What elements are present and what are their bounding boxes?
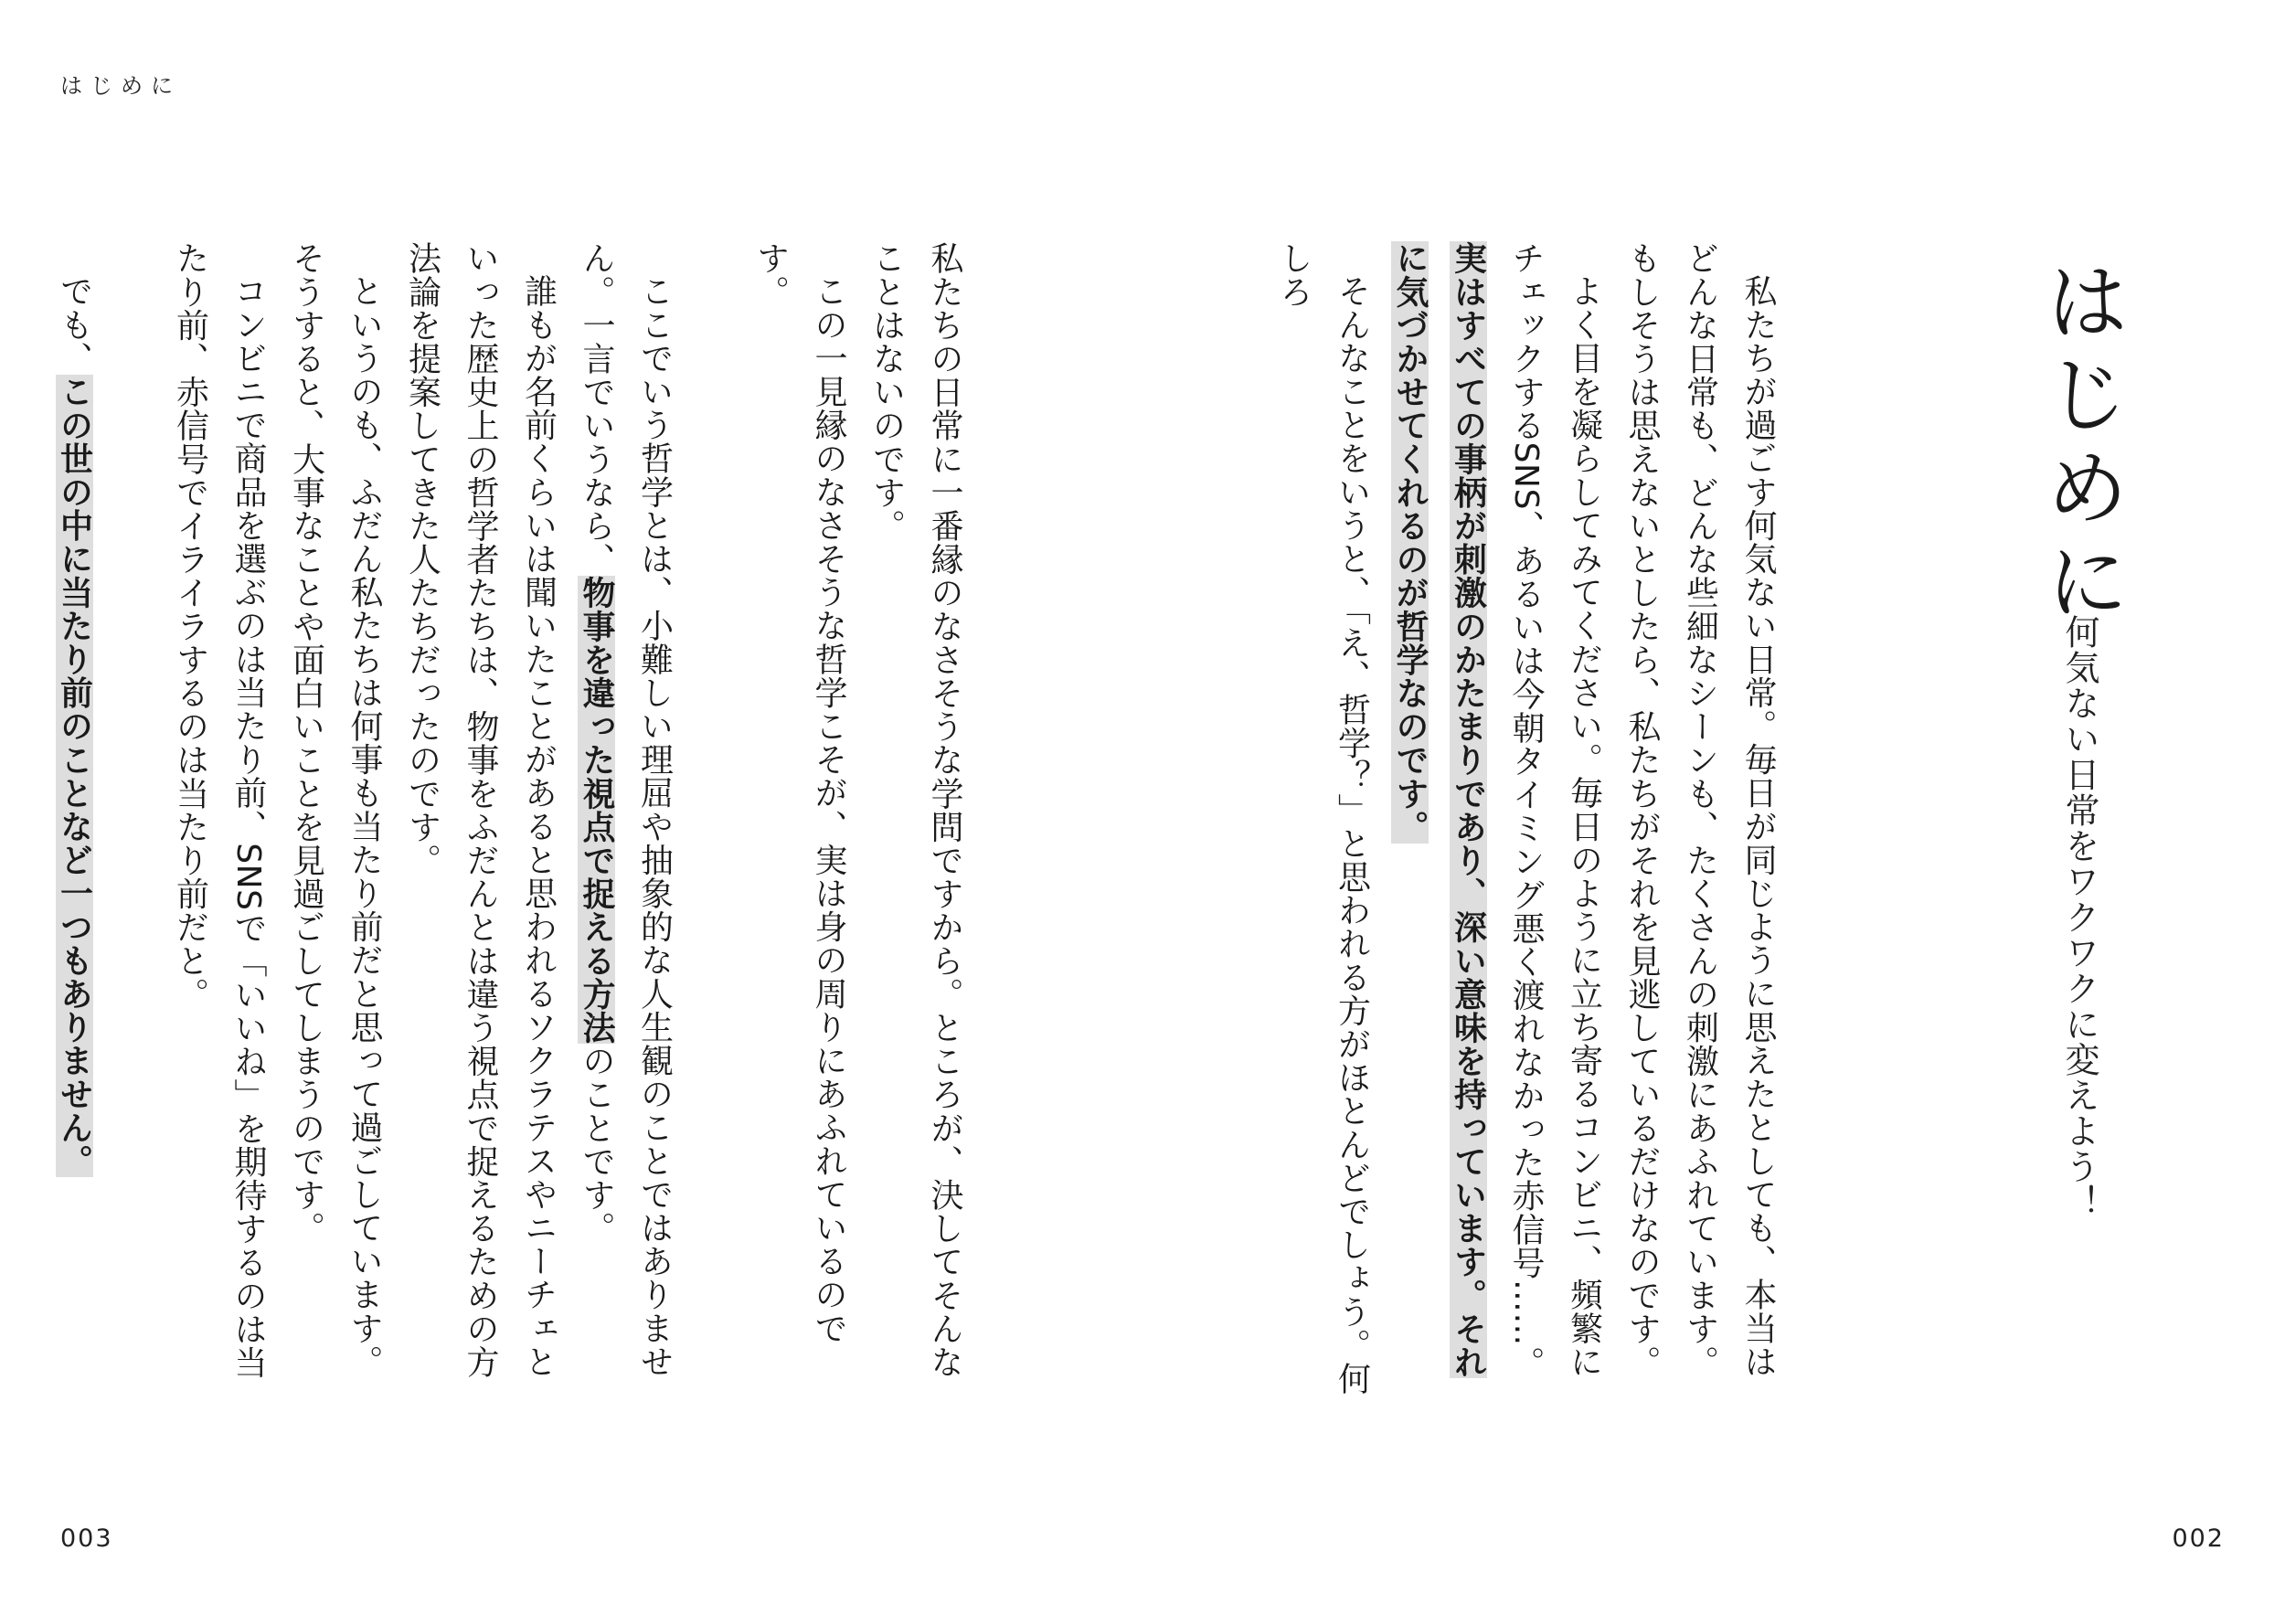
page-number-right: 002 <box>2172 1524 2225 1553</box>
right-page-body <box>1265 241 1788 1402</box>
highlighted-paragraph <box>1381 241 1497 1402</box>
paragraph <box>45 241 103 1402</box>
paragraph <box>568 241 684 1402</box>
highlight-text: 実はすべての事柄が刺激のかたまりであり、深い意味を持っています。それに気づかせてくれるのが哲学なのです。 <box>1391 241 1487 1379</box>
running-head: はじめに <box>60 73 181 99</box>
paragraph-text: でも、 <box>55 274 93 375</box>
spacer <box>103 241 162 1402</box>
paragraph: というのも、ふだん私たちは何事も当たり前だと思って過ごしています。そうすると、大事なことや面白いことを見過ごしてしまうのです。 <box>287 241 383 1378</box>
left-page-body <box>45 241 973 1402</box>
paragraph: コンビニで商品を選ぶのは当たり前、SNSで「いいね」を期待するのは当たり前、赤信号でイライラするのは当たり前だと。 <box>171 241 267 1380</box>
paragraph: 誰もが名前くらいは聞いたことがあると思われるソクラテスやニーチェといった歴史上の哲学者たちは、物事をふだんとは違う視点で捉えるための方法論を提案してきた人たちだったのです。 <box>403 241 558 1379</box>
paragraph: そんなことをいうと、「え、哲学？」と思われる方がほとんどでしょう。何しろ <box>1275 241 1371 1396</box>
paragraph-text: のことです。 <box>578 1044 615 1246</box>
chapter-title: はじめに <box>2032 258 2130 631</box>
paragraph: 私たちの日常に一番縁のなさそうな学問ですから。ところが、決してそんなことはないのです。 <box>867 241 963 1379</box>
paragraph: よく目を凝らしてみてください。毎日のように立ち寄るコンビニ、頻繁にチェックするSNS、あるいは今朝タイミング悪く渡れなかった赤信号……。 <box>1507 241 1603 1380</box>
highlight-text: この世の中に当たり前のことなど一つもありません。 <box>55 374 93 1178</box>
paragraph: 私たちが過ごす何気ない日常。毎日が同じように思えたとしても、本当はどんな日常も、どんな些細なシーンも、たくさんの刺激にあふれています。もしそうは思えないとしたら、私たちがそれを見逃しているだけなのです。 <box>1623 241 1777 1379</box>
paragraph-text: ここでいう哲学とは、小難しい理屈や抽象的な人生観のことではありません。一言でいうなら、 <box>578 241 674 1378</box>
highlight-text: 物事を違った視点で捉える方法 <box>578 576 615 1045</box>
page-number-left: 003 <box>60 1524 113 1553</box>
chapter-subtitle: 何気ない日常をワクワクに変えよう！ <box>2059 614 2099 1220</box>
paragraph: この一見縁のなさそうな哲学こそが、実は身の周りにあふれているのです。 <box>751 241 847 1345</box>
spacer <box>684 241 742 1402</box>
